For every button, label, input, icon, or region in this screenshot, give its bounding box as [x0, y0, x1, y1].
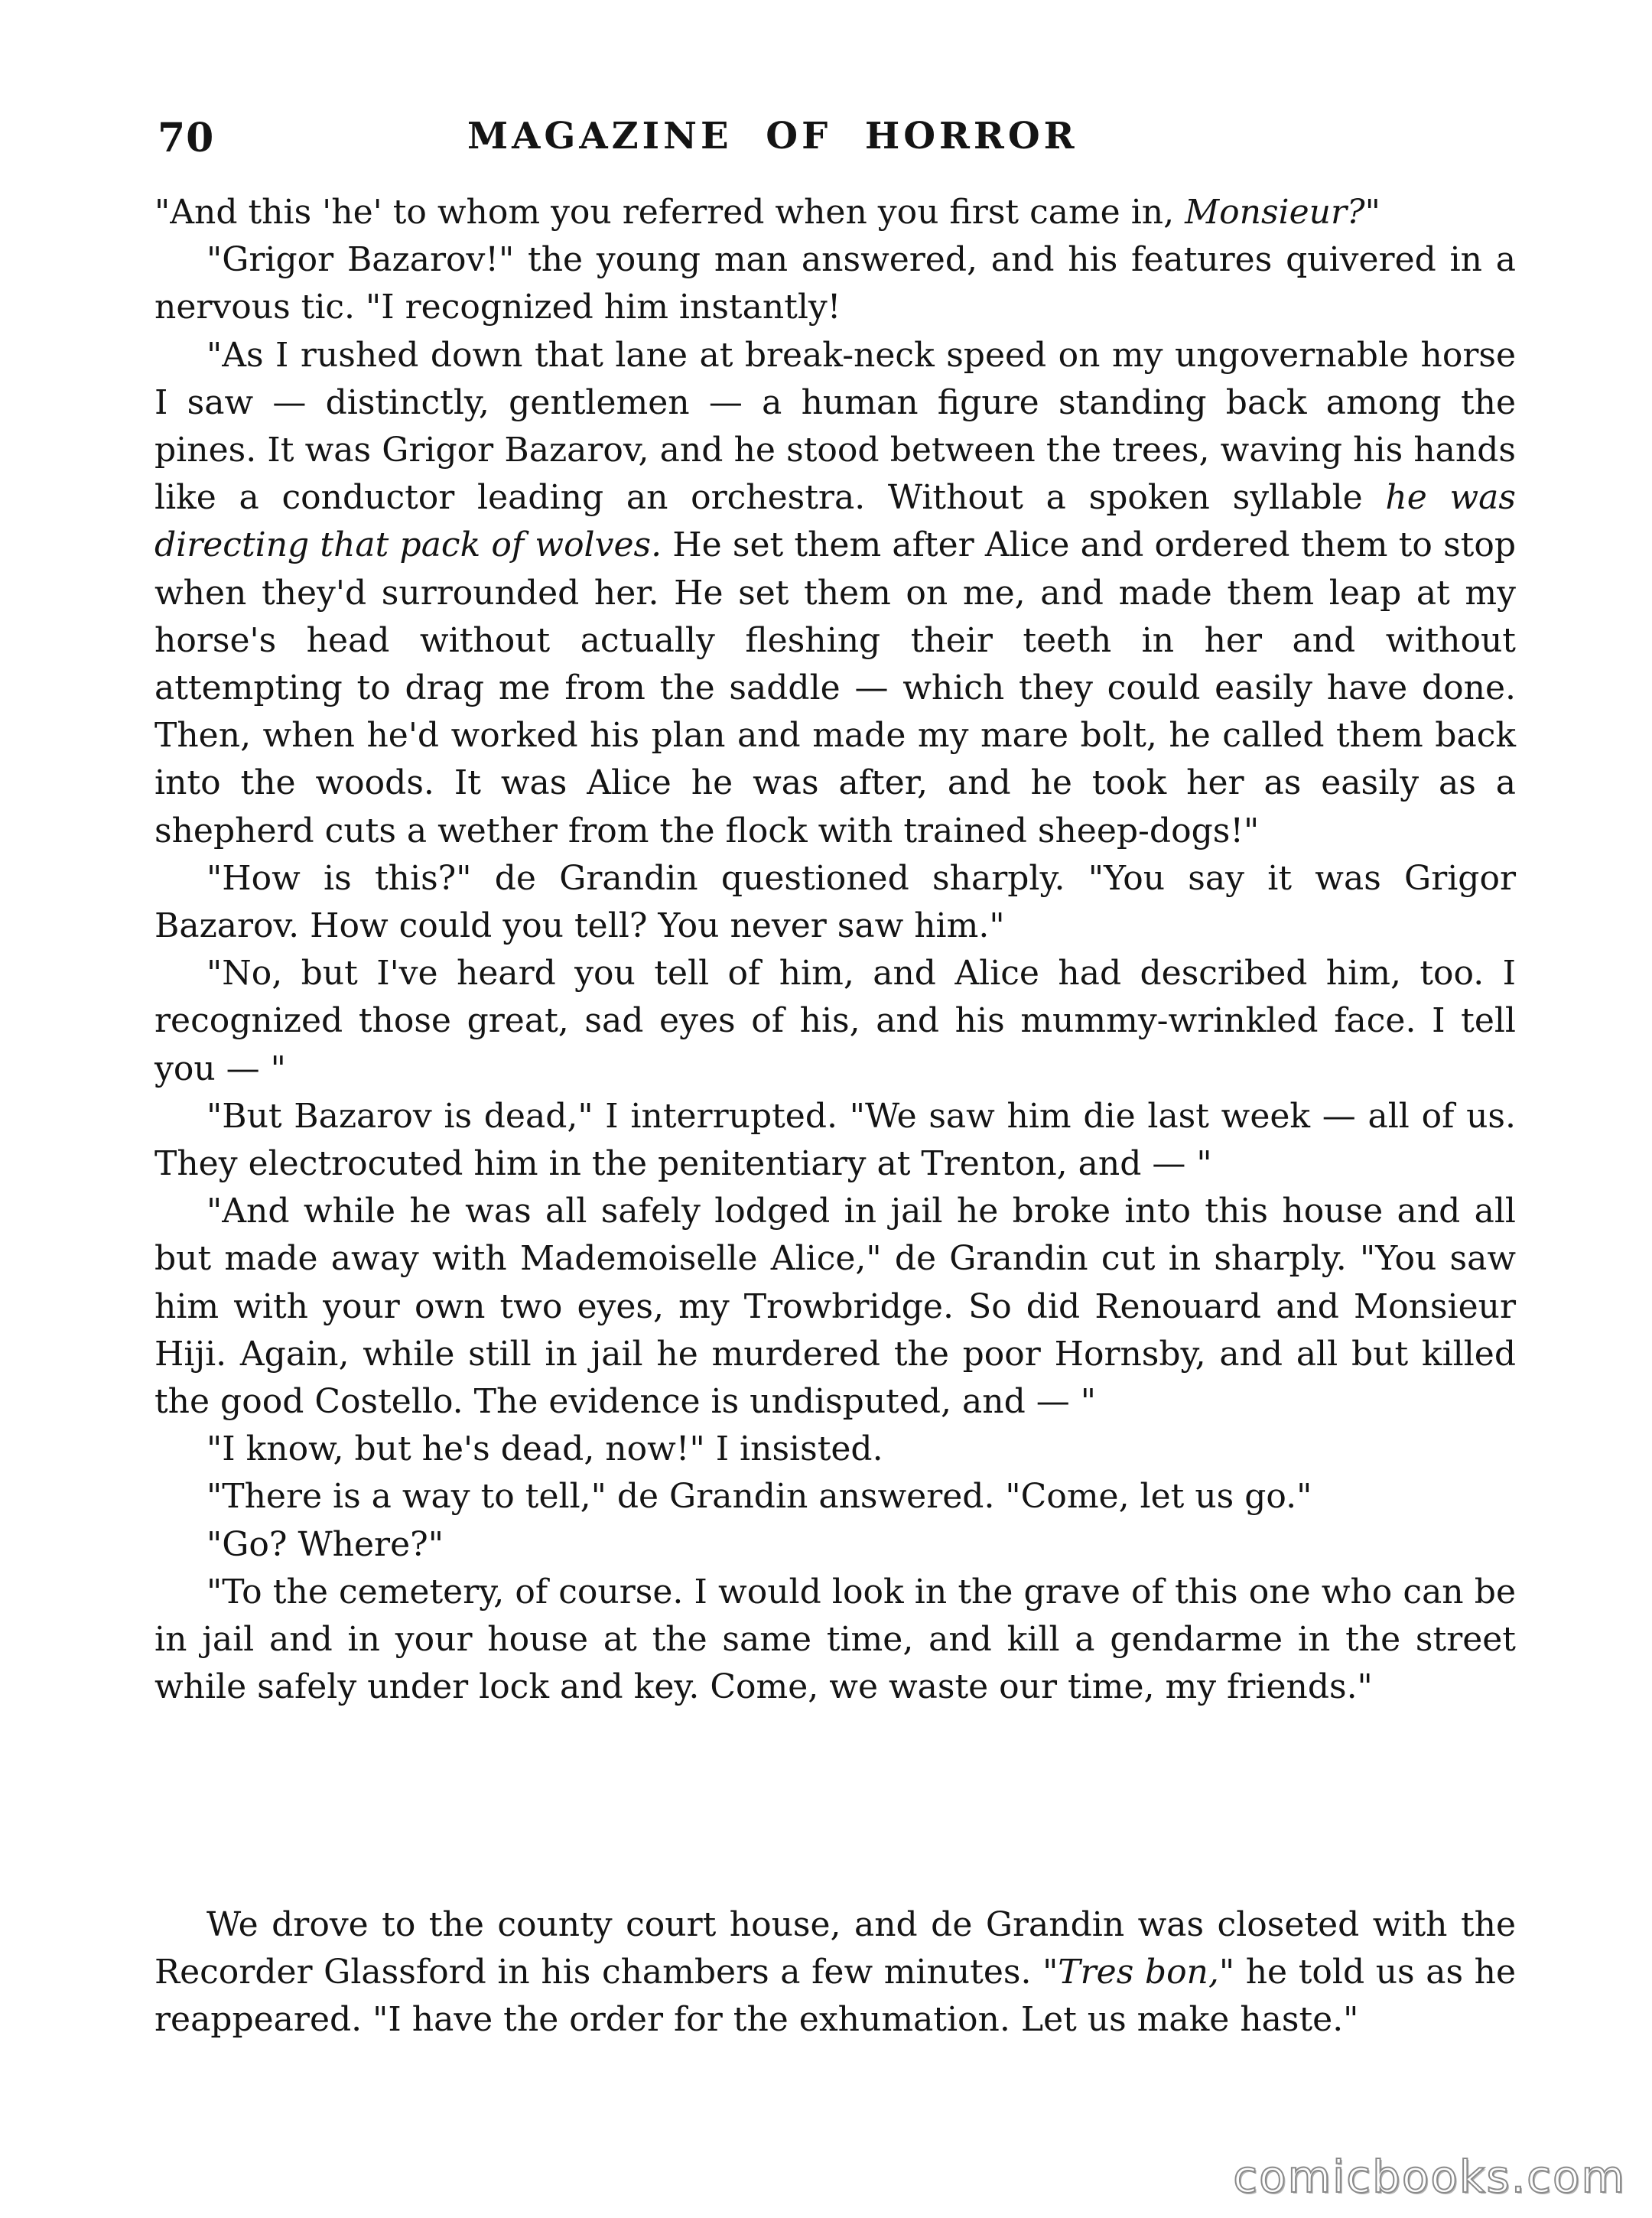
text-run: "No, but I've heard you tell of him, and Alice had described him, too. I recognized those great, sad eyes of his, and his mummy-wrinkled face. I tell you — "	[154, 954, 1516, 1088]
text-run: "Go? Where?"	[206, 1524, 444, 1564]
story-text	[154, 189, 1516, 1712]
italic-text: Monsieur?	[1185, 193, 1365, 232]
text-run: "Grigor Bazarov!" the young man answered, and his features quivered in a nervous tic. "I recognized him instantly!	[154, 240, 1516, 327]
paragraph	[154, 1426, 1516, 1473]
paragraph	[154, 1901, 1516, 2044]
paragraph	[154, 1569, 1516, 1712]
text-run: he told us as he reappeared. "I have the order for the exhumation. Let us make haste."	[154, 1953, 1516, 2040]
text-run: "How is this?" de Grandin questioned sharply. "You say it was Grigor Bazarov. How could you tell? You never saw him."	[154, 858, 1516, 946]
page-header	[158, 115, 1527, 176]
paragraph	[154, 1188, 1516, 1426]
paragraph	[154, 855, 1516, 950]
paragraph	[154, 1473, 1516, 1520]
text-run: "And while he was all safely lodged in jail he broke into this house and all but made away with Mademoiselle Alice," de Grandin cut in sharply. "You saw him with your own two eyes, my Trowbridge. So did Renouard and Monsieur Hiji. Again, while still in jail he murdered the poor Hornsby, and all but killed the good Costello. The evidence is undisputed, and — "	[154, 1192, 1516, 1422]
paragraph	[154, 1521, 1516, 1569]
text-run: "	[1364, 193, 1380, 232]
text-run: "But Bazarov is dead," I interrupted. "We saw him die last week — all of us. They electrocuted him in the penitentiary at Trenton, and — "	[154, 1096, 1516, 1184]
text-run: "There is a way to tell," de Grandin answered. "Come, let us go."	[206, 1477, 1312, 1517]
text-run: He set them after Alice and ordered them to stop when they'd surrounded her. He set them on me, and made them leap at my horse's head without actually fleshing their teeth in her and without attempting to drag me from the saddle — which they could easily have done. Then, when he'd worked his plan and made my mare bolt, he called them back into the woods. It was Alice he was after, and he took her as easily as a shepherd cuts a wether from the flock with trained sheep-dogs!"	[154, 525, 1516, 850]
text-run: "To the cemetery, of course. I would look in the grave of this one who can be in jail and in your house at the same time, and kill a gendarme in the street while safely under lock and key. Come, we waste our time, my friends."	[154, 1572, 1516, 1707]
story-text-after-break	[154, 1901, 1516, 2044]
text-run: We drove to the county court house, and de Grandin was closeted with the Recorder Glassford in his chambers a few minutes.	[154, 1905, 1516, 1992]
italic-text: he was directing that pack of wolves.	[154, 478, 1516, 565]
page-number: 70	[158, 115, 215, 161]
paragraph	[154, 950, 1516, 1093]
text-run: "As I rushed down that lane at break-neck speed on my ungovernable horse I saw — distinctly, gentlemen — a human figure standing back among the pines. It was Grigor Bazarov, and he stood between the trees, waving his hands like a conductor leading an orchestra. Without a spoken syllable	[154, 335, 1516, 518]
italic-text: "Tres bon,"	[1042, 1953, 1235, 1992]
paragraph	[154, 332, 1516, 855]
text-run: "I know, but he's dead, now!" I insisted.	[206, 1429, 883, 1469]
paragraph	[154, 189, 1516, 236]
text-run: "And this 'he' to whom you referred when you first came in,	[154, 193, 1185, 232]
paragraph	[154, 236, 1516, 331]
running-title: MAGAZINE OF HORROR	[467, 115, 1078, 158]
watermark: comicbooks.com	[1233, 2151, 1626, 2203]
paragraph	[154, 1093, 1516, 1188]
